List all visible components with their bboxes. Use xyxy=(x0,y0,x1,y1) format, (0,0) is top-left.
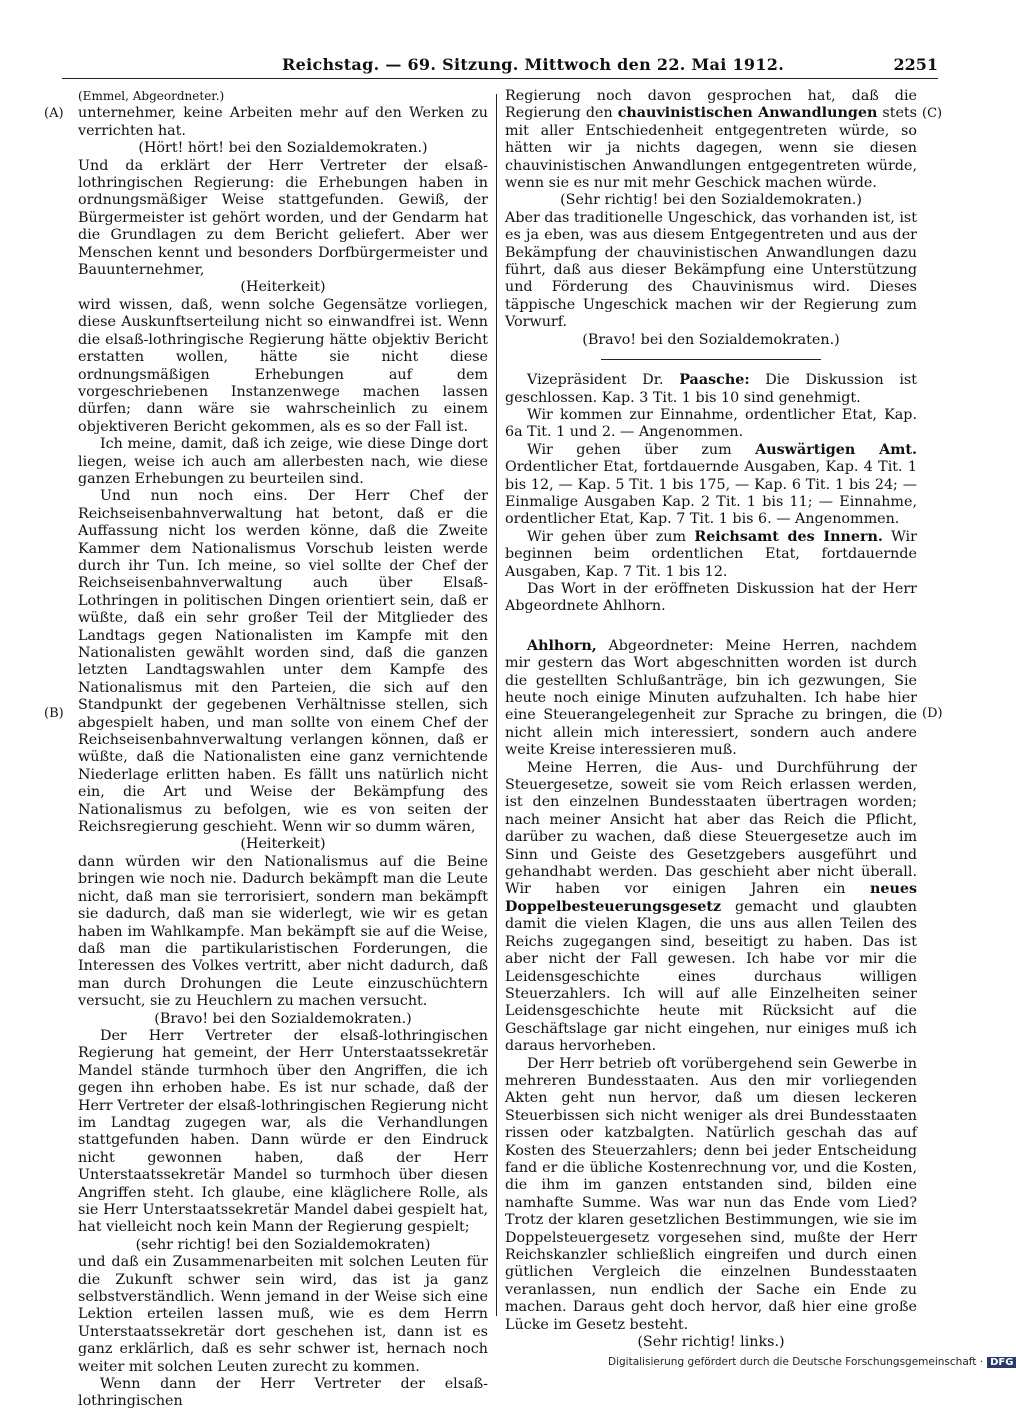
paragraph: Ich meine, damit, daß ich zeige, wie diese Dinge dort liegen, weise ich auch am allerbesten nach, wie diese ganzen Erhebungen zu beurteilen sind. xyxy=(78,436,488,487)
interjection: (Bravo! bei den Sozialdemokraten.) xyxy=(154,1010,412,1027)
paragraph: Aber das traditionelle Ungeschick, das vorhanden ist, ist es ja eben, was aus diesem Entgegentreten und aus der Bekämpfung der chauvinistischen Anwandlungen dazu führt, daß aus dieser Bekämpfung eine Unterstützung und Förderung des Chauvinismus wird. Dieses täppische Ungeschick machen wir der Regierung zum Vorwurf. xyxy=(505,209,917,331)
paragraph: Ahlhorn, Abgeordneter: Meine Herren, nachdem mir gestern das Wort abgeschnitten worden ist durch die gestellten Schlußanträge, bin ich gezwungen, Sie heute noch einige Minuten aufzuhalten. Ich habe hier eine Steuerangelegenheit zur Sprache zu bringen, die nicht allein mich interessiert, sondern auch andere weite Kreise interessieren muß. xyxy=(505,637,917,759)
section-rule xyxy=(601,359,821,360)
paragraph: wird wissen, daß, wenn solche Gegensätze vorliegen, diese Auskunftserteilung nicht so einwandfrei ist. Wenn die elsaß-lothringische Regierung hätte objektiv Bericht erstatten wollen, hätte sie nicht diese ordnungsmäßigen Erhebungen auf dem vorgeschriebenen Instanzenwege machen lassen dürfen; dann wäre sie wahrscheinlich zu einem objektiveren Bericht gekommen, als es so der Fall ist. xyxy=(78,296,488,435)
speaker-label: (Emmel, Abgeordneter.) xyxy=(78,89,225,103)
paragraph: Wir gehen über zum Auswärtigen Amt. Ordentlicher Etat, fortdauernde Ausgaben, Kap. 4 Tit. 1 bis 12, — Kap. 5 Tit. 1 bis 175, — Kap. 6 Tit. 1 bis 24; — Einmalige Ausgaben Kap. 2 Tit. 1 bis 11; — Einnahme, ordentlicher Etat, Kap. 7 Tit. 1 bis 6. — Angenommen. xyxy=(505,441,917,528)
footer-text: Digitalisierung gefördert durch die Deutsche Forschungsgemeinschaft · xyxy=(608,1356,984,1368)
paragraph: Und nun noch eins. Der Herr Chef der Reichseisenbahnverwaltung hat betont, daß er die Auffassung nicht los werden könne, daß die Zweite Kammer dem Nationalismus Vorschub leisten werde durch ihr Tun. Ich meine, so viel sollte der Chef der Reichseisenbahnverwaltung auch über Elsaß-Lothringen in politischen Dingen orientiert sein, daß er wüßte, daß ein sehr großer Teil der Mitglieder des Landtags gegen Nationalisten im Kampfe mit den Nationalisten gewählt worden sind, daß die ganzen letzten Landtagswahlen unter dem Kampfe des Nationalismus mit den Parteien, die sich auf den Standpunkt der gegebenen Verhältnisse stellen, sich abgespielt haben, und man sollte von einem Chef der Reichseisenbahnverwaltung verlangen können, daß er wüßte, daß die Nationalisten eine ganz vernichtende Niederlage erlitten haben. Es fällt uns natürlich nicht ein, die Art und Weise der Bekämpfung des Nationalismus zu befolgen, wie es von seiten der Reichsregierung geschieht. Wenn wir so dumm wären, xyxy=(78,488,488,836)
paragraph: Der Herr Vertreter der elsaß-lothringischen Regierung hat gemeint, der Herr Unterstaatssekretär Mandel stände turmhoch über den Angriffen, die ich gegen ihn erhoben habe. Es ist nur schade, daß der Herr Vertreter der elsaß-lothringischen Regierung nicht im Landtag zugegen war, als die Verhandlungen stattgefunden haben. Dann würde er den Eindruck nicht gewonnen haben, daß der Herr Unterstaatssekretär Mandel so turmhoch über diesen Angriffen steht. Ich glaube, eine kläglichere Rolle, als sie Herr Unterstaatssekretär Mandel dabei gespielt hat, hat vielleicht noch kein Mann der Regierung gespielt; xyxy=(78,1027,488,1236)
paragraph: Wir kommen zur Einnahme, ordentlicher Etat, Kap. 6a Tit. 1 und 2. — Angenommen. xyxy=(505,406,917,441)
emphasis: neues Doppelbesteuerungsgesetz xyxy=(505,881,917,915)
interjection: (Hört! hört! bei den Sozialdemokraten.) xyxy=(138,140,428,157)
emphasis: Auswärtigen Amt. xyxy=(755,441,917,458)
interjection: (Bravo! bei den Sozialdemokraten.) xyxy=(582,331,840,348)
paragraph: dann würden wir den Nationalismus auf die Beine bringen wie noch nie. Dadurch bekämpft man die Leute nicht, daß man sie terrorisiert, sondern man bekämpft sie dadurch, daß man sie widerlegt, wie wir es getan haben im Wahlkampfe. Man bekämpft sie auf die Weise, daß man die partikularistischen Forderungen, die Interessen des Volkes vertritt, aber nicht dadurch, daß man durch Drohungen die Leute einzuschüchtern versucht, sie zu Heuchlern zu machen versucht. xyxy=(78,853,488,1010)
left-column xyxy=(78,88,488,1411)
interjection: (Heiterkeit) xyxy=(240,836,326,853)
page-number: 2251 xyxy=(893,55,938,74)
paragraph: Und da erklärt der Herr Vertreter der elsaß-lothringischen Regierung: die Erhebungen haben in ordnungsmäßiger Weise stattgefunden. Gewiß, der Bürgermeister ist gehört worden, und der Gendarm hat die Grundlagen zu dem Bericht geliefert. Aber wer Menschen kennt und besonders Dorfbürgermeister und Bauunternehmer, xyxy=(78,157,488,279)
paragraph: Wenn dann der Herr Vertreter der elsaß-lothringischen xyxy=(78,1376,488,1410)
margin-marker-b: (B) xyxy=(44,706,64,721)
emphasis: Reichsamt des Innern. xyxy=(694,528,883,545)
interjection: (Sehr richtig! links.) xyxy=(637,1334,785,1351)
paragraph: Wir gehen über zum Reichsamt des Innern. Wir beginnen beim ordentlichen Etat, fortdauernde Ausgaben, Kap. 7 Tit. 1 bis 12. xyxy=(505,528,917,580)
footer-credit xyxy=(608,1356,1016,1368)
paragraph: Der Herr betrieb oft vorübergehend sein Gewerbe in mehreren Bundesstaaten. Aus den mir vorliegenden Akten geht nun hervor, daß um diesen leckeren Steuerbissen sich nicht weniger als drei Bundesstaaten rissen oder katzbalgten. Natürlich geschah das auf Kosten des Steuerzahlers; denn bei jeder Entscheidung fand er die übliche Kostenrechnung vor, und die Kosten, die ihm im ganzen entstanden sind, bilden eine namhafte Summe. Was war nun das Ende vom Lied? Trotz der klaren gesetzlichen Bestimmungen, wie sie im Doppelsteuergesetz vorgesehen sind, mußte der Herr Reichskanzler schließlich eingreifen und durch einen gütlichen Vergleich die einzelnen Bundesstaaten veranlassen, nun endlich der Sache ein Ende zu machen. Daraus geht doch hervor, daß hier eine große Lücke im Gesetz besteht. xyxy=(505,1055,917,1333)
paragraph: und daß ein Zusammenarbeiten mit solchen Leuten für die Zukunft schwer sein wird, das ist ja ganz selbstverständlich. Wenn jemand in der Weise sich eine Lektion erteilen lassen muß, wie es dem Herrn Unterstaatssekretär dort geschehen ist, dann ist es ganz erklärlich, daß es sehr schwer ist, hernach noch weiter mit solchen Leuten zurecht zu kommen. xyxy=(78,1254,488,1375)
interjection: (Sehr richtig! bei den Sozialdemokraten.) xyxy=(560,192,862,209)
header-rule xyxy=(62,78,938,79)
interjection: (sehr richtig! bei den Sozialdemokraten) xyxy=(135,1236,431,1253)
paragraph: Meine Herren, die Aus- und Durchführung der Steuergesetze, soweit sie vom Reich erlassen werden, ist den einzelnen Bundesstaaten übertragen worden; nach meiner Ansicht hat aber das Reich die Pflicht, darüber zu wachen, daß diese Steuergesetze auch im Sinn und Geiste des Gesetzgebers ausgeführt und gehandhabt werden. Das geschieht aber nicht überall. Wir haben vor einigen Jahren ein neues Doppelbesteuerungsgesetz gemacht und glaubten damit die vielen Klagen, die uns aus allen Teilen des Reichs zugegangen sind, beseitigt zu haben. Das ist aber nicht der Fall gewesen. Ich habe vor mir die Leidensgeschichte eines durchaus willigen Steuerzahlers. Ich will auf alle Einzelheiten seiner Leidensgeschichte heute mit Rücksicht auf die Geschäftslage gar nicht eingehen, nur einiges muß ich daraus hervorheben. xyxy=(505,759,917,1055)
right-column xyxy=(505,88,917,1351)
paragraph: Regierung noch davon gesprochen hat, daß die Regierung den chauvinistischen Anwandlungen stets mit aller Entschiedenheit entgegentreten würde, so hätten wir ja nichts dagegen, wenn sie diesen chauvinistischen Anwandlungen entgegentreten würde, wenn sie es nur mit mehr Geschick machen würde. xyxy=(505,88,918,192)
margin-marker-c: (C) xyxy=(922,106,943,121)
column-divider xyxy=(496,94,497,1316)
paragraph: unternehmer, keine Arbeiten mehr auf den Werken zu verrichten hat. xyxy=(78,105,488,139)
interjection: (Heiterkeit) xyxy=(240,279,326,296)
paragraph: Vizepräsident Dr. Paasche: Die Diskussion ist geschlossen. Kap. 3 Tit. 1 bis 10 sind genehmigt. xyxy=(505,372,917,406)
speaker-name: Paasche: xyxy=(679,372,750,389)
page-header xyxy=(62,55,938,79)
emphasis: chauvinistischen Anwandlungen xyxy=(617,105,878,122)
speaker-name: Ahlhorn, xyxy=(527,637,597,654)
margin-marker-d: (D) xyxy=(922,706,943,721)
paragraph: Das Wort in der eröffneten Diskussion hat der Herr Abgeordnete Ahlhorn. xyxy=(505,580,917,615)
margin-marker-a: (A) xyxy=(44,106,64,121)
dfg-logo: DFG xyxy=(987,1357,1016,1368)
page-title: Reichstag. — 69. Sitzung. Mittwoch den 22. Mai 1912. xyxy=(282,55,785,74)
